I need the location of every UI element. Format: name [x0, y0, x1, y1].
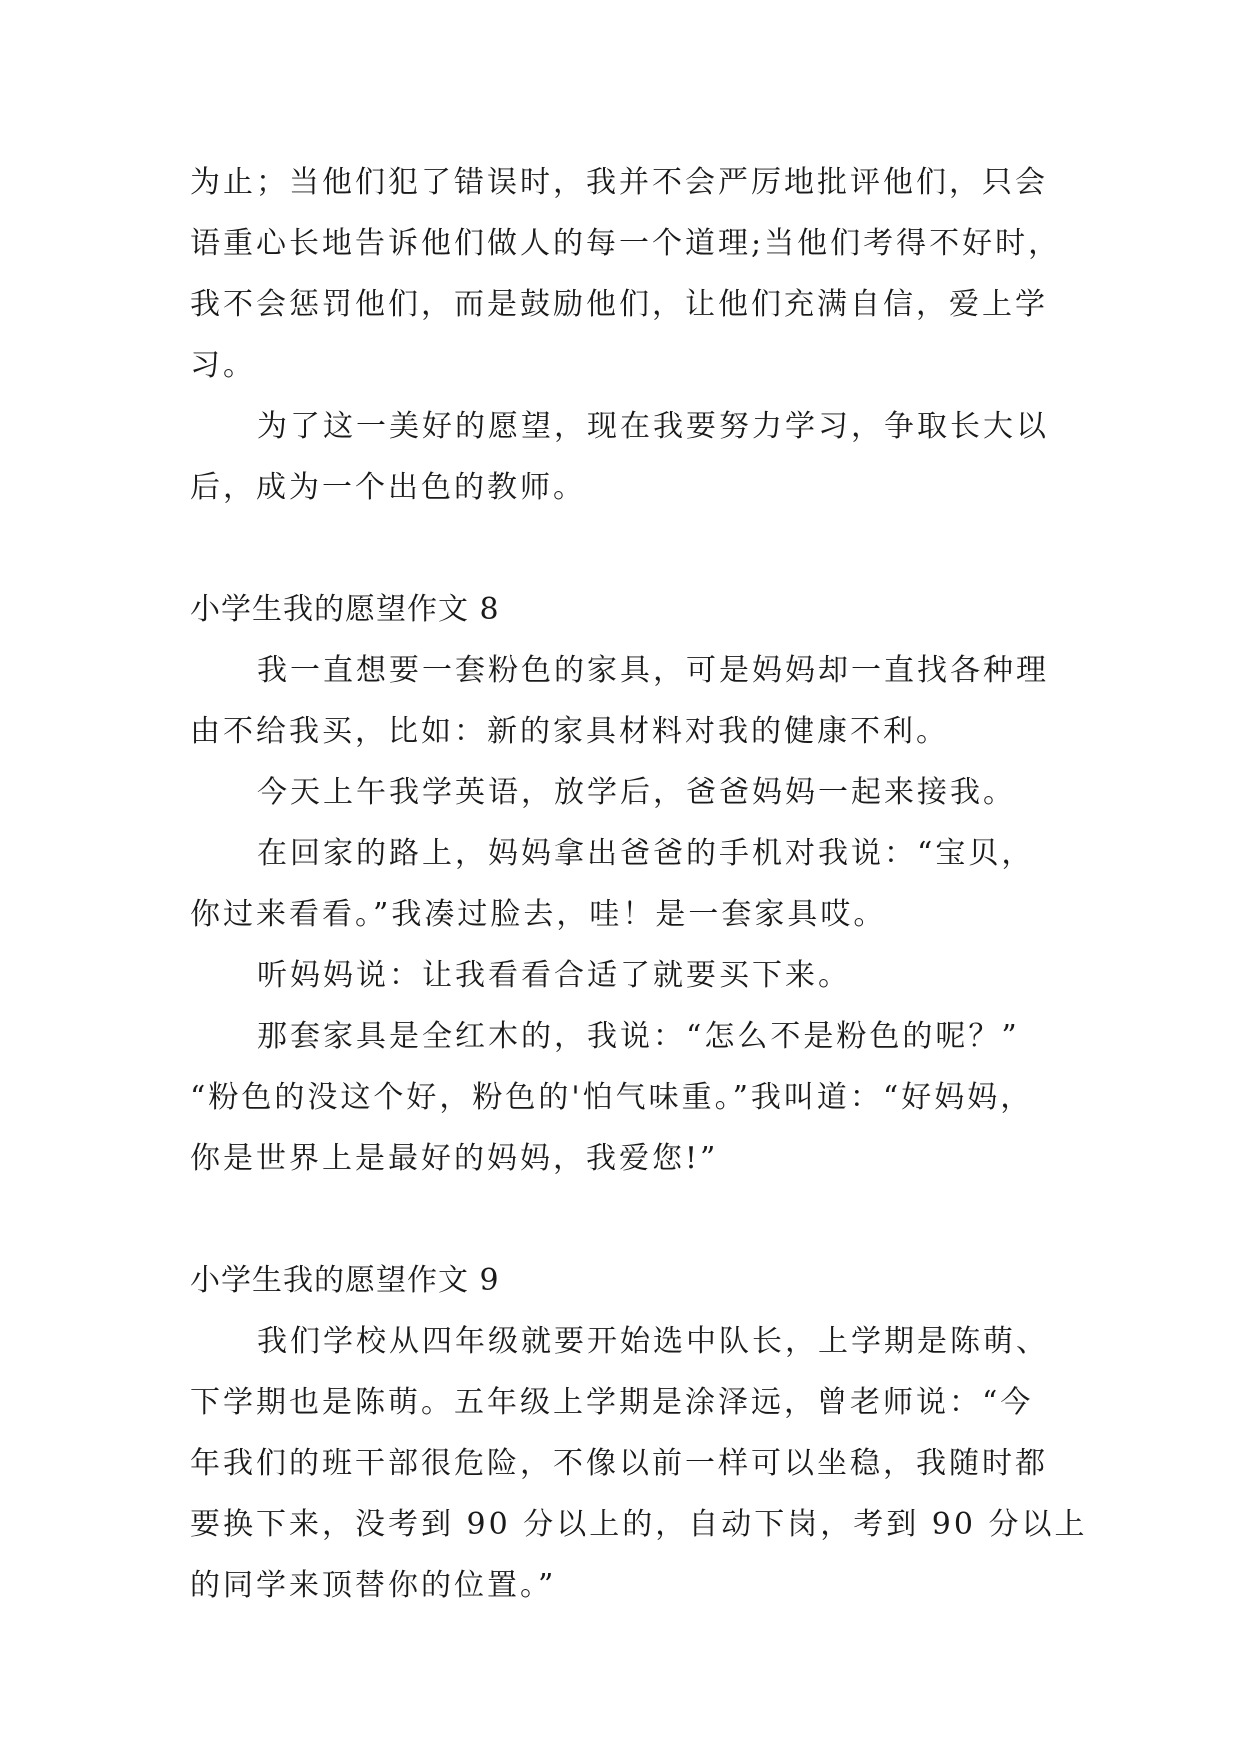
- text-line: 后，成为一个出色的教师。: [190, 470, 586, 505]
- paragraph: [190, 1006, 1070, 1189]
- text-line: 我们学校从四年级就要开始选中队长，上学期是陈萌、: [257, 1324, 1049, 1359]
- paragraph: [190, 762, 1070, 823]
- text-line: 年我们的班干部很危险，不像以前一样可以坐稳，我随时都: [190, 1446, 1048, 1481]
- text-line: 习。: [190, 348, 256, 383]
- text-line: 今天上午我学英语，放学后，爸爸妈妈一起来接我。: [257, 775, 1016, 810]
- text-line: 要换下来，没考到 90 分以上的，自动下岗，考到 90 分以上: [190, 1507, 1088, 1542]
- text-line: 我不会惩罚他们，而是鼓励他们，让他们充满自信，爱上学: [190, 287, 1048, 322]
- text-line: 你是世界上是最好的妈妈，我爱您!”: [190, 1141, 719, 1176]
- text-line: 听妈妈说：让我看看合适了就要买下来。: [257, 958, 851, 993]
- paragraph: [190, 823, 1070, 945]
- text-line: 你过来看看。”我凑过脸去，哇！是一套家具哎。: [190, 897, 887, 932]
- paragraph: [190, 396, 1070, 518]
- paragraph: [190, 640, 1070, 762]
- text-line: 我一直想要一套粉色的家具，可是妈妈却一直找各种理: [257, 653, 1049, 688]
- section-gap: [190, 1189, 1070, 1250]
- text-line: 由不给我买，比如：新的家具材料对我的健康不利。: [190, 714, 949, 749]
- paragraph: [190, 152, 1070, 396]
- text-line: “粉色的没这个好，粉色的'怕气味重。”我叫道：“好妈妈，: [190, 1080, 1034, 1115]
- paragraph: [190, 945, 1070, 1006]
- section-title: 小学生我的愿望作文 8: [190, 592, 500, 627]
- text-line: 那套家具是全红木的，我说：“怎么不是粉色的呢？”: [257, 1019, 1020, 1054]
- text-line: 语重心长地告诉他们做人的每一个道理;当他们考得不好时，: [190, 226, 1062, 261]
- text-line: 为了这一美好的愿望，现在我要努力学习，争取长大以: [257, 409, 1049, 444]
- paragraph: [190, 1311, 1088, 1616]
- section-title: 小学生我的愿望作文 9: [190, 1263, 500, 1298]
- text-line: 为止；当他们犯了错误时，我并不会严厉地批评他们，只会: [190, 165, 1048, 200]
- section-gap: [190, 518, 1070, 579]
- text-line: 在回家的路上，妈妈拿出爸爸的手机对我说：“宝贝，: [257, 836, 1035, 871]
- text-line: 下学期也是陈萌。五年级上学期是涂泽远，曾老师说：“今: [190, 1385, 1034, 1420]
- text-line: 的同学来顶替你的位置。”: [190, 1568, 557, 1603]
- document-body: [190, 152, 1088, 1616]
